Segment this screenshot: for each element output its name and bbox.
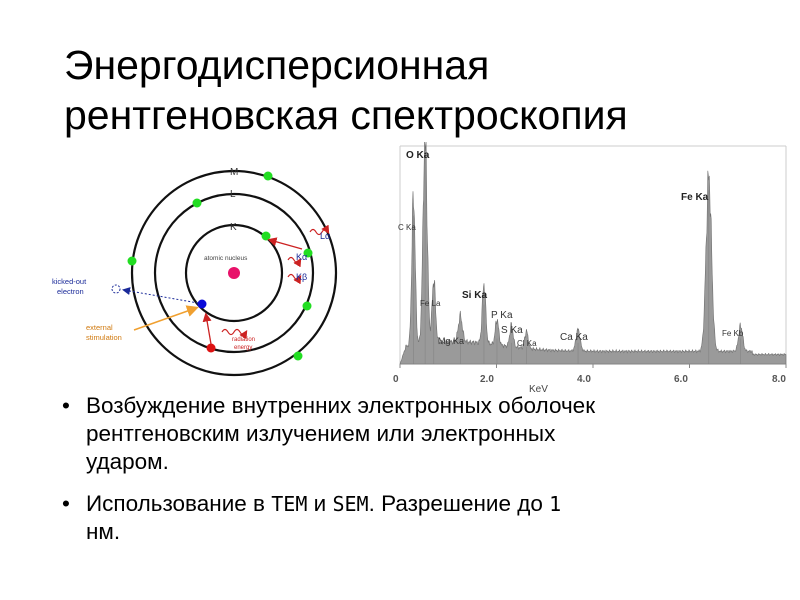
tem-abbr: TEM (271, 492, 308, 516)
fe-ka-label: Fe Ka (681, 192, 709, 203)
electron-l-3 (303, 302, 312, 311)
shell-l-label: L (230, 189, 236, 200)
atomic-nucleus (228, 267, 240, 279)
x-tick-4: 4.0 (577, 374, 591, 385)
bullet-1-line-2: рентгеновским излучением или электронных (86, 421, 556, 446)
si-ka-label: Si Ka (462, 290, 488, 301)
shell-k-label: K (230, 222, 237, 233)
bullet-1 (62, 392, 782, 476)
k-beta-label: Kβ (296, 272, 308, 282)
atom-shell-diagram (52, 160, 392, 380)
radiation-energy-label-1: radiation (232, 337, 256, 343)
external-stimulation-label-1: external (86, 323, 113, 332)
x-tick-0: 0 (393, 374, 399, 385)
slide-title (64, 40, 628, 140)
fe-kb-label: Fe Kb (722, 329, 744, 338)
bullet-1-line-3: ударом. (86, 449, 169, 474)
x-tick-6: 6.0 (674, 374, 688, 385)
fe-la-label: Fe La (420, 299, 441, 308)
radiation-energy-label-2: energy (234, 345, 253, 351)
electron-m-1 (264, 172, 273, 181)
bullet-2 (62, 490, 782, 546)
p-ka-label: P Ka (491, 310, 513, 321)
electron-m-3 (294, 352, 303, 361)
cl-ka-label: Cl Ka (517, 339, 537, 348)
x-ticks (400, 364, 786, 368)
bullet-2-and: и (307, 491, 333, 516)
electron-k-1 (262, 232, 271, 241)
bullet-2-text-1: Использование в (86, 491, 272, 516)
electron-m-2 (128, 257, 137, 266)
x-tick-8: 8.0 (772, 374, 786, 385)
c-ka-label: C Ka (398, 223, 416, 232)
bullet-2-text-2: . Разрешение до (368, 491, 550, 516)
bullet-2-line-2: нм. (86, 519, 121, 544)
ejected-electron (198, 300, 207, 309)
kicked-out-label-2: electron (57, 287, 84, 296)
external-stimulation-label-2: stimulation (86, 333, 122, 342)
l-alpha-label: Lα (320, 231, 331, 241)
shell-m-label: M (230, 167, 239, 178)
kicked-out-path (112, 285, 198, 303)
bullet-list (62, 392, 782, 560)
k-alpha-label: Kα (296, 252, 308, 262)
x-axis-label: KeV (529, 384, 548, 394)
radiation-transitions (206, 230, 331, 345)
title-line-2: рентгеновская спектроскопия (64, 92, 628, 138)
s-ka-label: S Ka (501, 325, 523, 336)
sem-abbr: SEM (332, 492, 369, 516)
o-ka-label: O Ka (406, 150, 430, 161)
kicked-out-label-1: kicked-out (52, 277, 87, 286)
resolution-number: 1 (549, 492, 562, 516)
eds-spectrum-chart (390, 142, 798, 394)
x-tick-2: 2.0 (480, 374, 494, 385)
nucleus-label: atomic nucleus (204, 255, 248, 262)
ca-ka-label: Ca Ka (560, 332, 588, 343)
electron-l-1 (193, 199, 202, 208)
vacancy-electron (207, 344, 216, 353)
bullet-1-line-1: Возбуждение внутренних электронных оболочек (86, 393, 596, 418)
title-line-1: Энергодисперсионная (64, 42, 490, 88)
kicked-out-electron-ghost (112, 285, 120, 293)
mg-ka-label: Mg Ka (438, 336, 465, 346)
